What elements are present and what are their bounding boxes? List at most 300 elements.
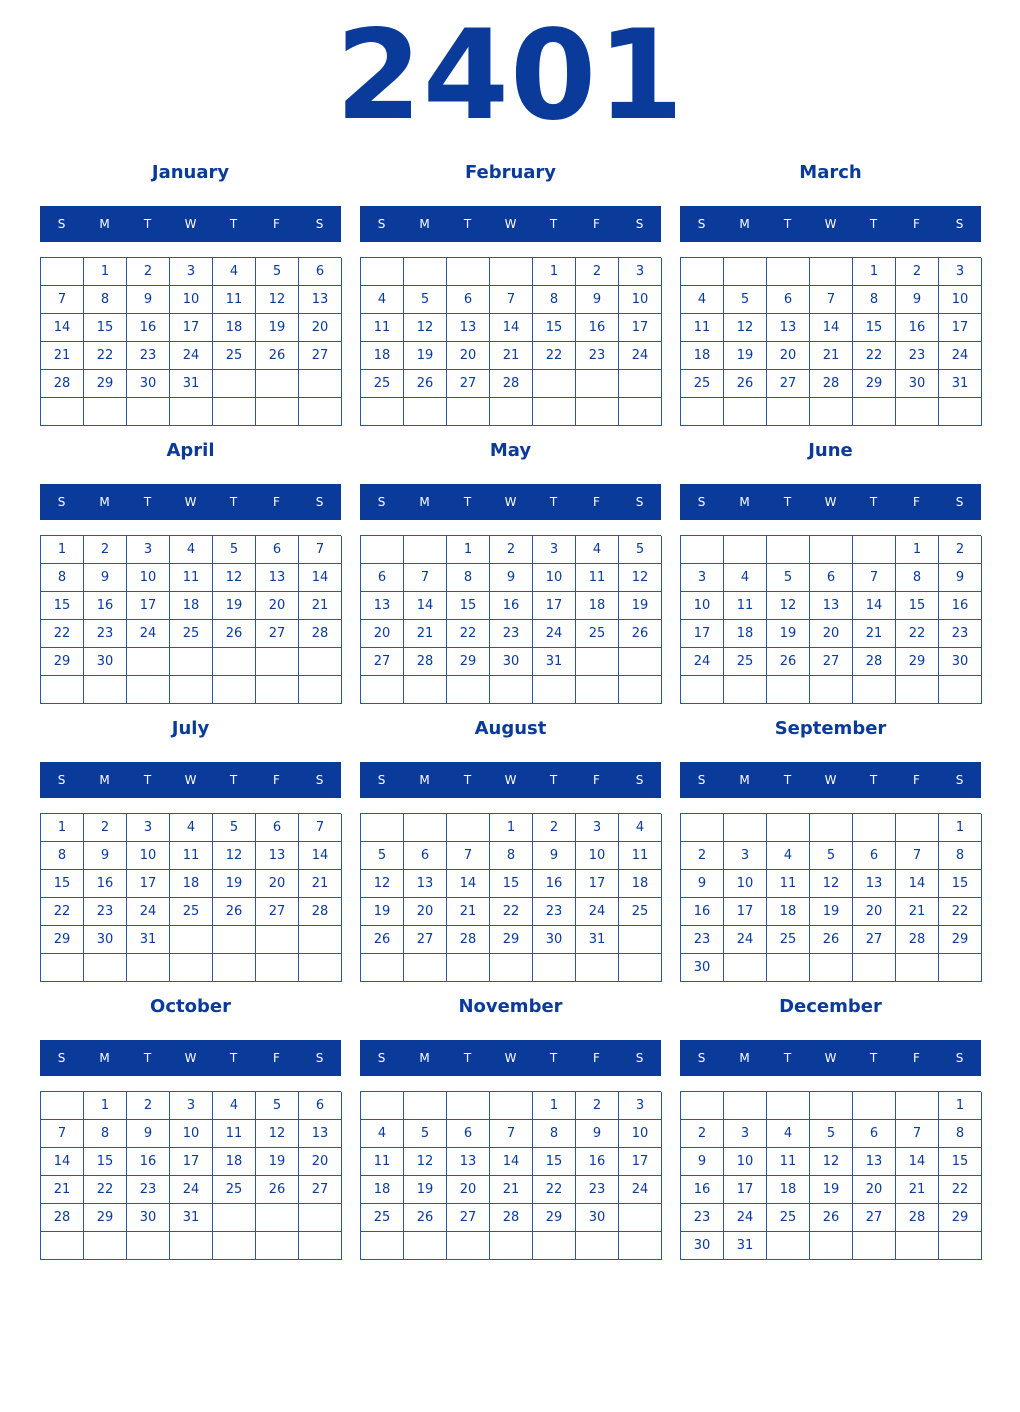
day-cell xyxy=(724,1092,767,1120)
weekday-label: S xyxy=(377,1051,386,1065)
day-cell: 5 xyxy=(256,258,299,286)
day-cell: 19 xyxy=(404,342,447,370)
day-cell: 31 xyxy=(576,926,619,954)
day-cell: 29 xyxy=(41,648,84,676)
day-cell: 1 xyxy=(490,814,533,842)
day-cell: 29 xyxy=(853,370,896,398)
month-name: June xyxy=(808,440,853,461)
day-cell: 13 xyxy=(256,564,299,592)
day-cell: 12 xyxy=(767,592,810,620)
day-cell: 30 xyxy=(939,648,982,676)
day-cell: 23 xyxy=(896,342,939,370)
weekday-label: W xyxy=(824,217,837,231)
day-cell: 16 xyxy=(127,314,170,342)
year-title: 2401 xyxy=(335,4,685,148)
day-cell xyxy=(576,648,619,676)
day-cell: 12 xyxy=(724,314,767,342)
day-cell: 6 xyxy=(256,536,299,564)
weekday-label: M xyxy=(99,773,110,787)
day-cell: 4 xyxy=(767,842,810,870)
day-cell: 22 xyxy=(41,898,84,926)
day-cell: 11 xyxy=(361,1148,404,1176)
day-cell: 15 xyxy=(490,870,533,898)
day-cell: 2 xyxy=(939,536,982,564)
day-cell: 9 xyxy=(939,564,982,592)
day-cell: 20 xyxy=(256,870,299,898)
day-cell: 22 xyxy=(939,1176,982,1204)
day-cell xyxy=(767,1232,810,1260)
day-cell xyxy=(724,258,767,286)
day-cell xyxy=(939,1232,982,1260)
day-cell: 31 xyxy=(127,926,170,954)
day-cell: 9 xyxy=(681,1148,724,1176)
day-cell xyxy=(533,676,576,704)
day-cell: 7 xyxy=(896,842,939,870)
day-cell xyxy=(767,814,810,842)
weekday-label: S xyxy=(697,773,706,787)
day-grid xyxy=(360,257,661,426)
weekday-label: S xyxy=(377,773,386,787)
weekday-header xyxy=(40,762,341,798)
day-cell: 28 xyxy=(404,648,447,676)
day-cell: 7 xyxy=(490,286,533,314)
weekday-label: T xyxy=(463,217,472,231)
weekday-label: T xyxy=(143,1051,152,1065)
month-name: November xyxy=(458,996,563,1017)
day-cell xyxy=(896,676,939,704)
day-cell: 3 xyxy=(619,258,662,286)
day-cell: 22 xyxy=(447,620,490,648)
day-cell: 15 xyxy=(896,592,939,620)
day-cell: 22 xyxy=(896,620,939,648)
day-cell: 13 xyxy=(404,870,447,898)
day-cell xyxy=(299,954,342,982)
month-name: July xyxy=(171,718,210,739)
day-cell: 10 xyxy=(127,842,170,870)
weekday-label: M xyxy=(739,1051,750,1065)
day-cell xyxy=(576,676,619,704)
day-cell xyxy=(41,676,84,704)
weekday-label: M xyxy=(739,773,750,787)
day-cell xyxy=(576,370,619,398)
day-cell: 6 xyxy=(299,258,342,286)
day-cell: 11 xyxy=(361,314,404,342)
day-cell: 27 xyxy=(447,1204,490,1232)
weekday-header xyxy=(680,484,981,520)
day-cell: 14 xyxy=(404,592,447,620)
day-cell: 4 xyxy=(619,814,662,842)
weekday-header xyxy=(360,206,661,242)
day-cell: 20 xyxy=(810,620,853,648)
weekday-label: S xyxy=(955,495,964,509)
weekday-label: S xyxy=(315,1051,324,1065)
day-cell: 28 xyxy=(490,370,533,398)
day-cell xyxy=(170,648,213,676)
day-cell: 3 xyxy=(170,1092,213,1120)
weekday-label: F xyxy=(273,217,280,231)
day-cell: 14 xyxy=(41,1148,84,1176)
day-cell: 3 xyxy=(619,1092,662,1120)
day-cell: 6 xyxy=(810,564,853,592)
weekday-label: S xyxy=(697,1051,706,1065)
weekday-label: T xyxy=(869,773,878,787)
day-cell xyxy=(256,398,299,426)
day-cell: 18 xyxy=(361,1176,404,1204)
day-cell xyxy=(256,926,299,954)
day-cell: 13 xyxy=(767,314,810,342)
weekday-label: T xyxy=(463,495,472,509)
day-cell xyxy=(256,1204,299,1232)
day-cell: 31 xyxy=(724,1232,767,1260)
day-cell xyxy=(767,954,810,982)
weekday-label: M xyxy=(419,217,430,231)
day-cell: 17 xyxy=(170,314,213,342)
weekday-label: S xyxy=(635,1051,644,1065)
day-cell xyxy=(170,676,213,704)
day-cell: 1 xyxy=(939,814,982,842)
day-cell xyxy=(299,398,342,426)
weekday-label: W xyxy=(824,1051,837,1065)
day-cell: 19 xyxy=(724,342,767,370)
day-cell: 2 xyxy=(576,1092,619,1120)
weekday-label: S xyxy=(57,495,66,509)
day-cell: 17 xyxy=(533,592,576,620)
weekday-label: W xyxy=(504,217,517,231)
weekday-label: S xyxy=(697,495,706,509)
day-cell: 8 xyxy=(41,564,84,592)
day-cell xyxy=(810,1092,853,1120)
day-cell xyxy=(576,1232,619,1260)
day-cell: 15 xyxy=(939,1148,982,1176)
weekday-header xyxy=(680,762,981,798)
day-cell xyxy=(84,398,127,426)
day-cell xyxy=(213,398,256,426)
day-cell: 16 xyxy=(84,870,127,898)
day-cell: 13 xyxy=(810,592,853,620)
day-cell xyxy=(447,398,490,426)
weekday-label: S xyxy=(955,773,964,787)
weekday-header xyxy=(40,484,341,520)
day-cell xyxy=(681,1092,724,1120)
day-cell: 6 xyxy=(404,842,447,870)
day-cell: 13 xyxy=(299,1120,342,1148)
day-cell: 22 xyxy=(939,898,982,926)
day-cell xyxy=(213,954,256,982)
day-grid xyxy=(40,535,341,704)
weekday-label: W xyxy=(184,773,197,787)
day-cell: 6 xyxy=(447,1120,490,1148)
day-cell: 1 xyxy=(939,1092,982,1120)
day-cell xyxy=(447,1232,490,1260)
day-cell: 6 xyxy=(853,842,896,870)
day-cell: 15 xyxy=(533,314,576,342)
weekday-label: S xyxy=(635,773,644,787)
day-cell: 8 xyxy=(41,842,84,870)
day-cell: 7 xyxy=(41,1120,84,1148)
day-cell: 3 xyxy=(576,814,619,842)
day-cell: 27 xyxy=(767,370,810,398)
day-cell xyxy=(681,814,724,842)
weekday-label: S xyxy=(315,495,324,509)
day-cell: 21 xyxy=(810,342,853,370)
day-cell: 5 xyxy=(213,814,256,842)
day-cell: 8 xyxy=(447,564,490,592)
day-cell: 30 xyxy=(490,648,533,676)
day-grid xyxy=(680,813,981,982)
day-cell: 23 xyxy=(576,1176,619,1204)
weekday-label: W xyxy=(824,495,837,509)
day-cell: 17 xyxy=(724,1176,767,1204)
day-grid xyxy=(680,1091,981,1260)
day-cell: 4 xyxy=(767,1120,810,1148)
day-cell: 4 xyxy=(170,536,213,564)
day-cell: 16 xyxy=(490,592,533,620)
day-grid xyxy=(680,257,981,426)
day-cell: 4 xyxy=(361,286,404,314)
day-cell: 14 xyxy=(447,870,490,898)
day-cell xyxy=(447,814,490,842)
day-cell xyxy=(213,1232,256,1260)
day-cell: 23 xyxy=(533,898,576,926)
day-cell: 28 xyxy=(447,926,490,954)
day-cell: 18 xyxy=(767,1176,810,1204)
day-cell xyxy=(939,676,982,704)
day-cell: 10 xyxy=(724,1148,767,1176)
day-cell: 28 xyxy=(896,926,939,954)
day-cell xyxy=(404,1232,447,1260)
day-cell xyxy=(724,536,767,564)
day-cell: 21 xyxy=(490,342,533,370)
day-cell xyxy=(619,926,662,954)
day-cell xyxy=(361,954,404,982)
day-cell: 17 xyxy=(619,1148,662,1176)
day-cell: 27 xyxy=(853,926,896,954)
weekday-label: M xyxy=(739,217,750,231)
day-cell xyxy=(853,536,896,564)
day-cell: 11 xyxy=(724,592,767,620)
day-cell xyxy=(939,398,982,426)
day-cell xyxy=(170,926,213,954)
day-cell: 26 xyxy=(810,1204,853,1232)
day-cell: 22 xyxy=(84,1176,127,1204)
day-cell: 7 xyxy=(853,564,896,592)
day-cell xyxy=(767,258,810,286)
weekday-header xyxy=(40,206,341,242)
day-cell: 27 xyxy=(299,1176,342,1204)
day-cell: 5 xyxy=(767,564,810,592)
day-cell: 20 xyxy=(299,1148,342,1176)
day-cell xyxy=(853,1232,896,1260)
day-cell: 31 xyxy=(939,370,982,398)
day-cell: 12 xyxy=(810,1148,853,1176)
day-cell: 13 xyxy=(853,870,896,898)
day-cell xyxy=(213,1204,256,1232)
day-cell: 14 xyxy=(896,870,939,898)
day-cell: 11 xyxy=(767,870,810,898)
day-cell: 5 xyxy=(724,286,767,314)
day-cell: 11 xyxy=(681,314,724,342)
day-cell xyxy=(896,1232,939,1260)
day-cell: 20 xyxy=(361,620,404,648)
day-cell xyxy=(41,1232,84,1260)
day-cell: 21 xyxy=(490,1176,533,1204)
day-cell xyxy=(810,814,853,842)
day-cell xyxy=(853,1092,896,1120)
day-cell: 26 xyxy=(213,898,256,926)
day-cell: 22 xyxy=(853,342,896,370)
day-cell: 18 xyxy=(213,314,256,342)
day-cell: 25 xyxy=(170,898,213,926)
day-cell xyxy=(533,954,576,982)
weekday-label: S xyxy=(57,1051,66,1065)
day-cell xyxy=(681,536,724,564)
day-cell xyxy=(127,1232,170,1260)
day-cell: 26 xyxy=(810,926,853,954)
day-cell: 12 xyxy=(361,870,404,898)
day-cell: 19 xyxy=(404,1176,447,1204)
day-cell: 7 xyxy=(299,814,342,842)
day-cell: 9 xyxy=(84,842,127,870)
weekday-label: F xyxy=(913,217,920,231)
month-name: April xyxy=(166,440,215,461)
day-cell: 15 xyxy=(84,314,127,342)
day-cell: 5 xyxy=(213,536,256,564)
day-cell: 28 xyxy=(299,620,342,648)
day-cell: 1 xyxy=(41,814,84,842)
weekday-label: T xyxy=(229,773,238,787)
day-cell: 27 xyxy=(853,1204,896,1232)
day-cell: 21 xyxy=(447,898,490,926)
day-cell: 8 xyxy=(533,286,576,314)
day-cell: 7 xyxy=(299,536,342,564)
day-cell: 22 xyxy=(490,898,533,926)
day-cell: 16 xyxy=(533,870,576,898)
day-cell: 2 xyxy=(533,814,576,842)
day-cell xyxy=(681,676,724,704)
day-grid xyxy=(360,1091,661,1260)
day-cell: 20 xyxy=(299,314,342,342)
day-cell xyxy=(361,1092,404,1120)
day-cell xyxy=(404,676,447,704)
day-cell: 18 xyxy=(681,342,724,370)
day-cell xyxy=(853,954,896,982)
day-cell xyxy=(361,1232,404,1260)
weekday-label: W xyxy=(504,1051,517,1065)
day-cell xyxy=(127,398,170,426)
weekday-label: F xyxy=(913,495,920,509)
day-cell: 23 xyxy=(490,620,533,648)
day-cell: 3 xyxy=(939,258,982,286)
day-cell: 1 xyxy=(533,258,576,286)
day-cell: 10 xyxy=(619,1120,662,1148)
weekday-label: F xyxy=(273,495,280,509)
day-cell xyxy=(896,398,939,426)
weekday-label: F xyxy=(913,1051,920,1065)
day-cell: 26 xyxy=(724,370,767,398)
month-name: March xyxy=(799,162,862,183)
day-cell: 23 xyxy=(84,898,127,926)
weekday-label: T xyxy=(783,495,792,509)
weekday-label: F xyxy=(593,217,600,231)
day-cell xyxy=(724,954,767,982)
day-cell: 12 xyxy=(810,870,853,898)
day-cell: 25 xyxy=(767,1204,810,1232)
day-cell xyxy=(533,370,576,398)
day-grid xyxy=(360,813,661,982)
day-cell: 21 xyxy=(41,342,84,370)
day-cell: 26 xyxy=(404,370,447,398)
day-cell: 29 xyxy=(447,648,490,676)
day-cell xyxy=(404,536,447,564)
day-cell: 29 xyxy=(490,926,533,954)
day-cell: 10 xyxy=(533,564,576,592)
day-cell: 28 xyxy=(41,370,84,398)
day-cell: 24 xyxy=(619,342,662,370)
day-cell xyxy=(41,398,84,426)
day-cell: 7 xyxy=(896,1120,939,1148)
day-cell: 19 xyxy=(256,1148,299,1176)
day-cell xyxy=(896,1092,939,1120)
month-name: August xyxy=(474,718,547,739)
day-cell xyxy=(447,676,490,704)
day-cell: 25 xyxy=(767,926,810,954)
day-cell: 12 xyxy=(213,564,256,592)
day-cell: 29 xyxy=(41,926,84,954)
day-cell xyxy=(299,676,342,704)
day-cell xyxy=(896,954,939,982)
day-cell: 17 xyxy=(127,592,170,620)
day-cell: 29 xyxy=(533,1204,576,1232)
day-cell: 25 xyxy=(170,620,213,648)
weekday-label: M xyxy=(419,1051,430,1065)
day-cell: 16 xyxy=(84,592,127,620)
day-cell: 25 xyxy=(576,620,619,648)
day-cell: 29 xyxy=(939,1204,982,1232)
day-cell: 30 xyxy=(533,926,576,954)
day-cell xyxy=(681,258,724,286)
day-cell: 27 xyxy=(404,926,447,954)
day-cell: 24 xyxy=(170,1176,213,1204)
day-cell xyxy=(170,398,213,426)
day-cell xyxy=(490,258,533,286)
day-cell xyxy=(404,954,447,982)
day-cell: 18 xyxy=(170,870,213,898)
day-cell: 11 xyxy=(576,564,619,592)
weekday-label: T xyxy=(869,217,878,231)
day-cell: 5 xyxy=(619,536,662,564)
day-cell xyxy=(533,398,576,426)
day-cell: 3 xyxy=(127,536,170,564)
day-cell: 28 xyxy=(490,1204,533,1232)
month-name: October xyxy=(150,996,231,1017)
day-cell: 2 xyxy=(576,258,619,286)
day-cell: 7 xyxy=(447,842,490,870)
day-cell: 25 xyxy=(619,898,662,926)
day-cell: 25 xyxy=(724,648,767,676)
day-cell: 16 xyxy=(939,592,982,620)
day-cell: 24 xyxy=(619,1176,662,1204)
day-cell xyxy=(299,926,342,954)
day-cell: 21 xyxy=(853,620,896,648)
day-cell xyxy=(447,258,490,286)
day-cell: 28 xyxy=(41,1204,84,1232)
day-grid xyxy=(40,813,341,982)
day-cell xyxy=(256,954,299,982)
day-cell: 2 xyxy=(896,258,939,286)
day-cell: 10 xyxy=(681,592,724,620)
day-cell xyxy=(41,954,84,982)
day-cell xyxy=(256,1232,299,1260)
